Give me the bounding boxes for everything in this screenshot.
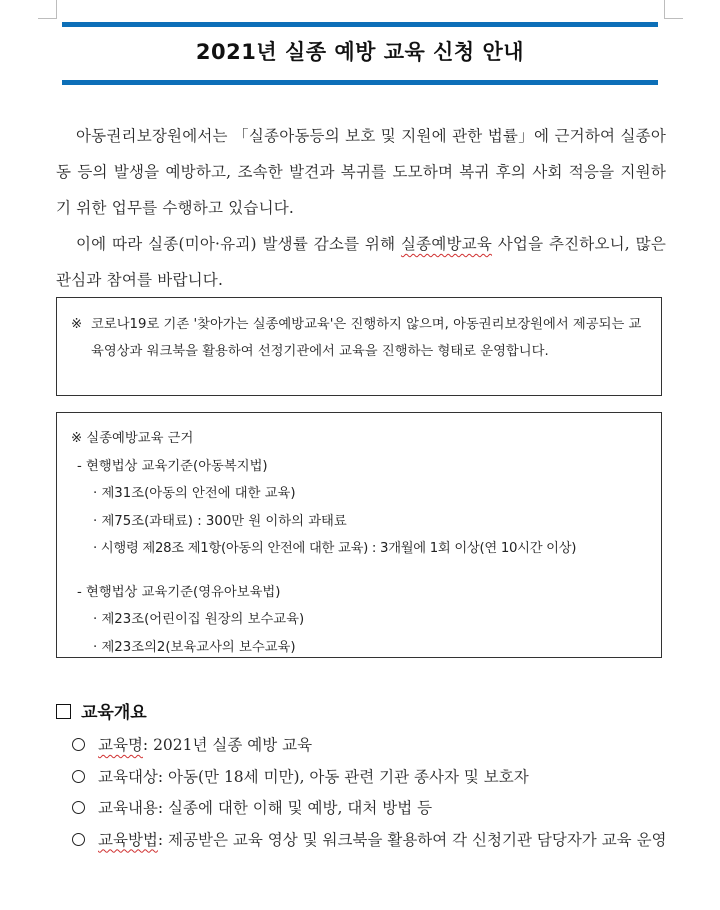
list-item — [72, 793, 672, 825]
item-label: 교육내용 — [98, 799, 158, 817]
list-item: · 제23조(어린이집 원장의 보수교육) — [93, 612, 305, 627]
document-title: 2021년 실종 예방 교육 신청 안내 — [195, 40, 525, 64]
checkbox-square-icon — [56, 704, 71, 719]
list-item — [72, 825, 672, 857]
page-corner-mark-right — [664, 0, 683, 19]
reference-mark-icon: ※ — [71, 317, 83, 332]
item-label: 교육명 — [98, 736, 143, 754]
child-welfare-act-title: - 현행법상 교육기준(아동복지법) — [77, 458, 268, 474]
intro-paragraph-1 — [56, 118, 666, 226]
circle-bullet-icon — [72, 793, 98, 825]
overview-list — [72, 730, 672, 856]
intro-paragraph-2 — [56, 226, 666, 298]
childcare-act-title: - 현행법상 교육기준(영유아보육법) — [77, 584, 281, 600]
title-top-rule — [62, 22, 658, 27]
intro-text-2 — [56, 226, 666, 298]
covid-notice-box — [56, 297, 662, 396]
covid-notice — [71, 311, 647, 365]
intro-text-1: 아동권리보장원에서는 「실종아동등의 보호 및 지원에 관한 법률」에 근거하여 실종아동 등의 발생을 예방하고, 조속한 발견과 복귀를 도모하며 복귀 후의 사회 적응을 지원하기 위한 업무를 수행하고 있습니다. — [56, 127, 666, 217]
program-name-highlight: 실종예방교육 — [400, 235, 493, 253]
page-corner-mark-left — [38, 0, 57, 19]
circle-bullet-icon — [72, 730, 98, 762]
circle-bullet-icon — [72, 762, 98, 794]
item-label: 교육대상 — [98, 767, 158, 786]
covid-notice-text: 코로나19로 기존 '찾아가는 실종예방교육'은 진행하지 않으며, 아동권리보장원에서 제공되는 교육영상과 워크북을 활용하여 선정기관에서 교육을 진행하는 형태로 운영합니다. — [91, 317, 642, 359]
list-item: · 제75조(과태료) : 300만 원 이하의 과태료 — [93, 513, 347, 529]
item-text: : 아동(만 18세 미만), 아동 관련 기관 종사자 및 보호자 — [157, 767, 529, 786]
intro-text-2c: 사업을 추진하오니, 많은 관심과 참여를 바랍니다. — [56, 235, 666, 289]
intro-text-2a: 이에 따라 실종(미아·유괴) 발생률 감소를 위해 — [76, 235, 401, 253]
list-item: · 시행령 제28조 제1항(아동의 안전에 대한 교육) : 3개월에 1회 이상(연 10시간 이상) — [93, 541, 577, 556]
list-item — [72, 730, 672, 762]
item-text: : 제공받은 교육 영상 및 워크북을 활용하여 각 신청기관 담당자가 교육 운영 — [157, 830, 667, 849]
circle-bullet-icon — [72, 825, 98, 857]
title-bottom-rule — [62, 80, 658, 85]
legal-basis-box — [56, 412, 662, 658]
list-item: · 제23조의2(보육교사의 보수교육) — [93, 639, 296, 655]
list-item — [72, 762, 672, 794]
item-label: 교육방법 — [98, 830, 158, 849]
legal-basis-heading: ※ 실종예방교육 근거 — [71, 431, 194, 446]
overview-section-heading — [56, 698, 147, 723]
list-item: · 제31조(아동의 안전에 대한 교육) — [93, 486, 296, 501]
spacer — [71, 563, 647, 579]
item-text: : 2021년 실종 예방 교육 — [142, 736, 313, 754]
overview-heading-text: 교육개요 — [81, 703, 147, 723]
item-text: : 실종에 대한 이해 및 예방, 대처 방법 등 — [157, 799, 433, 817]
